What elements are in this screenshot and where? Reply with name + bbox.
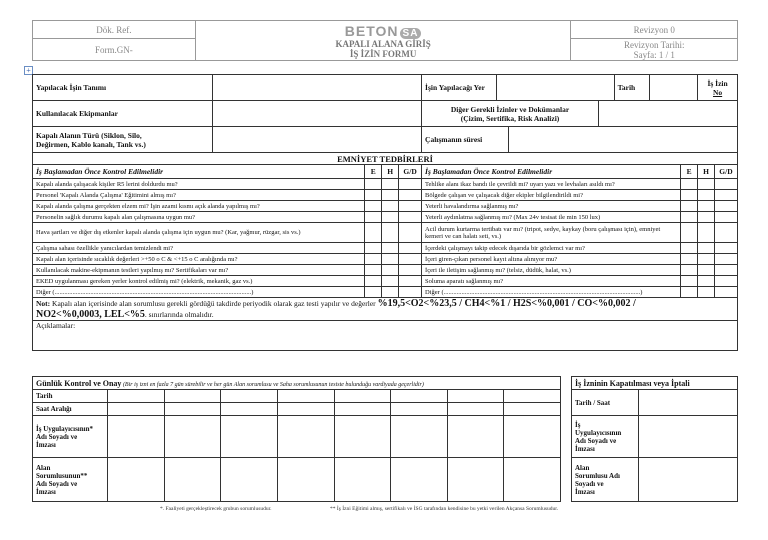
- safety-measures-title: EMNİYET TEDBİRLERİ: [33, 153, 738, 165]
- right-check-header: İş Başlamadan Önce Kontrol Edilmelidir: [422, 165, 681, 179]
- right-check-h-box[interactable]: [698, 201, 715, 212]
- left-check-e-box[interactable]: [365, 254, 382, 265]
- closing-applicant-label: İş Uygulayıcısının Adı Soyadı ve İmzası: [572, 416, 639, 458]
- document-header: [32, 20, 738, 61]
- revision-date-page: [571, 39, 738, 61]
- left-check-h-box[interactable]: [382, 190, 399, 201]
- left-check-gd-box[interactable]: [399, 265, 422, 276]
- left-check-e-box[interactable]: [365, 179, 382, 190]
- left-check-item: EKED uygulanması gereken yerler kontrol edilmiş mi? (elektrik, mekanik, gaz vs.): [33, 276, 365, 287]
- right-check-item: Yeterli aydınlatma sağlanmış mı? (Max 24v tesisat ile min 150 lux): [422, 212, 681, 223]
- col-gd-right: G/D: [714, 165, 737, 179]
- page-number: Sayfa: 1 / 1: [633, 49, 675, 60]
- right-check-gd-box[interactable]: [714, 287, 737, 298]
- right-check-gd-box[interactable]: [714, 212, 737, 223]
- left-check-e-box[interactable]: [365, 201, 382, 212]
- left-check-h-box[interactable]: [382, 243, 399, 254]
- duration-field[interactable]: [509, 127, 737, 152]
- daily-control-table: [32, 376, 738, 502]
- right-check-gd-box[interactable]: [714, 243, 737, 254]
- expand-table-icon[interactable]: +: [24, 66, 33, 75]
- right-check-e-box[interactable]: [681, 223, 698, 243]
- revision: Revizyon 0: [571, 21, 738, 39]
- title-block: [195, 21, 571, 61]
- remarks-label: Açıklamalar:: [36, 321, 76, 330]
- left-check-h-box[interactable]: [382, 265, 399, 276]
- right-check-e-box[interactable]: [681, 287, 698, 298]
- area-type-label: Kapalı Alanın Türü (Siklon, Silo, Değirmen, Kablo kanalı, Tank vs.): [33, 127, 213, 153]
- left-check-e-box[interactable]: [365, 276, 382, 287]
- doc-ref-label: Dök. Ref.: [33, 21, 196, 39]
- right-check-h-box[interactable]: [698, 243, 715, 254]
- right-check-e-box[interactable]: [681, 179, 698, 190]
- checklist-rows: [33, 179, 738, 298]
- revision-date: Revizyon Tarihi:: [624, 39, 685, 50]
- daily-hours-label: Saat Aralığı: [33, 403, 108, 416]
- closing-applicant-field[interactable]: [639, 416, 738, 458]
- checklist-row: [33, 265, 738, 276]
- left-check-e-box[interactable]: [365, 265, 382, 276]
- left-check-item: Personelin sağlık durumu kapalı alan çalışmasına uygun mu?: [33, 212, 365, 223]
- checklist-row: [33, 201, 738, 212]
- date-label: Tarih: [614, 75, 649, 100]
- right-check-gd-box[interactable]: [714, 179, 737, 190]
- right-check-item: Acil durum kurtarma tertibatı var mı? (tripot, sedye, kaykay (boru çalışması için), emniyet kemeri ve can halatı seti, vs.): [422, 223, 681, 243]
- right-check-h-box[interactable]: [698, 287, 715, 298]
- right-check-item: Tehlike alanı ikaz bandı ile çevrildi mi? uyarı yazı ve levhaları asıldı mı?: [422, 179, 681, 190]
- daily-control-header: Günlük Kontrol ve Onay (Bir iş izni en fazla 7 gün sürebilir ve her gün Alan sorumlusu ve Saha sorumlusunun tesiste bulunduğu vardiyada geçerlidir): [33, 377, 561, 390]
- right-check-h-box[interactable]: [698, 276, 715, 287]
- right-check-gd-box[interactable]: [714, 265, 737, 276]
- left-check-gd-box[interactable]: [399, 223, 422, 243]
- right-check-gd-box[interactable]: [714, 223, 737, 243]
- checklist-row: [33, 254, 738, 265]
- equipment-field[interactable]: [213, 101, 422, 127]
- left-check-item: Kapalı alanda çalışma gerçekten elzem mi? İşin azami kısmı açık alanda yapılmış mı?: [33, 201, 365, 212]
- left-check-item: Kullanılacak makine-ekipmanın testleri yapılmış mı? Sertifikaları var mı?: [33, 265, 365, 276]
- left-check-item: Diğer (.........................................................................................................................): [33, 287, 365, 298]
- left-check-gd-box[interactable]: [399, 276, 422, 287]
- right-check-item: İçeri ile iletişim sağlanmış mı? (telsiz, düdük, halat, vs.): [422, 265, 681, 276]
- right-check-item: İçerdeki çalışmayı takip edecek dışarıda bir gözlemci var mı?: [422, 243, 681, 254]
- right-check-h-box[interactable]: [698, 190, 715, 201]
- equipment-label: Kullanılacak Ekipmanlar: [33, 101, 213, 127]
- daily-date-label: Tarih: [33, 390, 108, 403]
- left-check-e-box[interactable]: [365, 212, 382, 223]
- left-check-gd-box[interactable]: [399, 243, 422, 254]
- right-check-e-box[interactable]: [681, 212, 698, 223]
- work-description-label: Yapılacak İşin Tanımı: [33, 75, 213, 101]
- daily-applicant-label: İş Uygulayıcısının* Adı Soyadı ve İmzası: [33, 416, 108, 458]
- duration-label: Çalışmanın süresi: [422, 127, 509, 152]
- closing-area-responsible-label: Alan Sorumlusu Adı Soyadı ve İmzası: [572, 458, 639, 502]
- right-check-h-box[interactable]: [698, 212, 715, 223]
- left-check-gd-box[interactable]: [399, 212, 422, 223]
- right-check-item: İçeri giren-çıkan personel kayıt altına alınıyor mu?: [422, 254, 681, 265]
- right-check-item: Bölgede çalışan ve çalışacak diğer ekipler bilgilendirildi mi?: [422, 190, 681, 201]
- right-check-e-box[interactable]: [681, 243, 698, 254]
- left-check-e-box[interactable]: [365, 287, 382, 298]
- col-h-right: H: [698, 165, 715, 179]
- checklist-row: [33, 190, 738, 201]
- left-check-gd-box[interactable]: [399, 287, 422, 298]
- checklist-row: [33, 179, 738, 190]
- col-h-left: H: [382, 165, 399, 179]
- right-check-gd-box[interactable]: [714, 254, 737, 265]
- checklist-row: [33, 223, 738, 243]
- checklist-row: [33, 243, 738, 254]
- company-logo: [199, 23, 568, 39]
- left-check-item: Hava şartları ve diğer dış etkenler kapalı alanda çalışma için uygun mu? (Kar, yağmur, rüzgar, sis vs.): [33, 223, 365, 243]
- left-check-e-box[interactable]: [365, 190, 382, 201]
- right-check-gd-box[interactable]: [714, 201, 737, 212]
- logo-text: BETON: [344, 22, 399, 39]
- gas-test-note: Not: Kapalı alan içerisinde alan sorumlusu gerekli gördüğü takdirde periyodik olarak gaz testi yapılır ve değerler %19,5<O2<%23,5 / CH4<%1 / H2S<%0,001 / CO<%0,002 / NO2<%0,0003, LEL<%5. sınırlarında olmalıdır.: [33, 298, 738, 321]
- right-check-gd-box[interactable]: [714, 190, 737, 201]
- right-check-gd-box[interactable]: [714, 276, 737, 287]
- left-check-h-box[interactable]: [382, 276, 399, 287]
- work-place-field[interactable]: [496, 75, 614, 100]
- footnote-1: *. Faaliyeti gerçekleştirecek grubun sorumlusudur.: [160, 506, 272, 512]
- left-check-h-box[interactable]: [382, 223, 399, 243]
- right-check-e-box[interactable]: [681, 265, 698, 276]
- left-check-h-box[interactable]: [382, 254, 399, 265]
- other-permits-field[interactable]: [599, 101, 737, 126]
- checklist-row: [33, 212, 738, 223]
- date-field[interactable]: [649, 75, 697, 100]
- col-gd-left: G/D: [399, 165, 422, 179]
- right-check-e-box[interactable]: [681, 190, 698, 201]
- right-check-e-box[interactable]: [681, 201, 698, 212]
- other-permits-label: Diğer Gerekli İzinler ve Dokümanlar (Çizim, Sertifika, Risk Analizi): [422, 101, 599, 126]
- form-number: Form.GN-: [33, 39, 196, 61]
- right-check-h-box[interactable]: [698, 223, 715, 243]
- closing-area-responsible-field[interactable]: [639, 458, 738, 502]
- area-type-field[interactable]: [213, 127, 422, 153]
- permit-number[interactable]: İş İzin No: [698, 75, 737, 100]
- remarks-field[interactable]: [33, 321, 738, 351]
- closing-header: İş İzninin Kapatılması veya İptali: [572, 377, 738, 390]
- title-line-2: İŞ İZİN FORMU: [349, 48, 417, 59]
- checklist-row: [33, 276, 738, 287]
- right-check-item: Soluma aparatı sağlanmış mı?: [422, 276, 681, 287]
- right-check-item: Yeterli havalandırma sağlanmış mı?: [422, 201, 681, 212]
- left-check-header: İş Başlamadan Önce Kontrol Edilmelidir: [33, 165, 365, 179]
- left-check-h-box[interactable]: [382, 179, 399, 190]
- right-check-item: Diğer (.........................................................................................................................): [422, 287, 681, 298]
- logo-badge: SA: [400, 28, 422, 39]
- right-check-h-box[interactable]: [698, 179, 715, 190]
- left-check-h-box[interactable]: [382, 287, 399, 298]
- col-e-right: E: [681, 165, 698, 179]
- left-check-h-box[interactable]: [382, 212, 399, 223]
- left-check-e-box[interactable]: [365, 223, 382, 243]
- right-check-e-box[interactable]: [681, 276, 698, 287]
- work-description-field[interactable]: [213, 75, 422, 101]
- closing-date-time-label: Tarih / Saat: [572, 390, 639, 416]
- left-check-e-box[interactable]: [365, 243, 382, 254]
- daily-area-responsible-label: Alan Sorumlusunun** Adı Soyadı ve İmzası: [33, 458, 108, 502]
- left-check-item: Kapalı alanda çalışacak kişiler R5 lerini doldurdu mu?: [33, 179, 365, 190]
- left-check-gd-box[interactable]: [399, 190, 422, 201]
- left-check-item: Çalışma sahası özellikle yanıcılardan temizlendi mi?: [33, 243, 365, 254]
- title-line-1: KAPALI ALANA GİRİŞ: [335, 38, 431, 49]
- right-check-h-box[interactable]: [698, 265, 715, 276]
- right-check-e-box[interactable]: [681, 254, 698, 265]
- col-e-left: E: [365, 165, 382, 179]
- left-check-gd-box[interactable]: [399, 201, 422, 212]
- left-check-gd-box[interactable]: [399, 254, 422, 265]
- work-place-label: İşin Yapılacağı Yer: [422, 75, 496, 100]
- left-check-item: Kapalı alan içerisinde sıcaklık değerleri >+50 o C & <+15 o C aralığında mı?: [33, 254, 365, 265]
- left-check-h-box[interactable]: [382, 201, 399, 212]
- right-check-h-box[interactable]: [698, 254, 715, 265]
- left-check-gd-box[interactable]: [399, 179, 422, 190]
- closing-date-time-field[interactable]: [639, 390, 738, 416]
- checklist-row: [33, 287, 738, 298]
- footnote-2: ** İş İzni Eğitimi almış, sertifikalı ve İSG tarafından kendisine bu yetki verilen Akçansa Sorumlusudur.: [330, 506, 559, 512]
- left-check-item: Personel 'Kapalı Alanda Çalışma' Eğitimini almış mı?: [33, 190, 365, 201]
- permit-form: [32, 74, 738, 351]
